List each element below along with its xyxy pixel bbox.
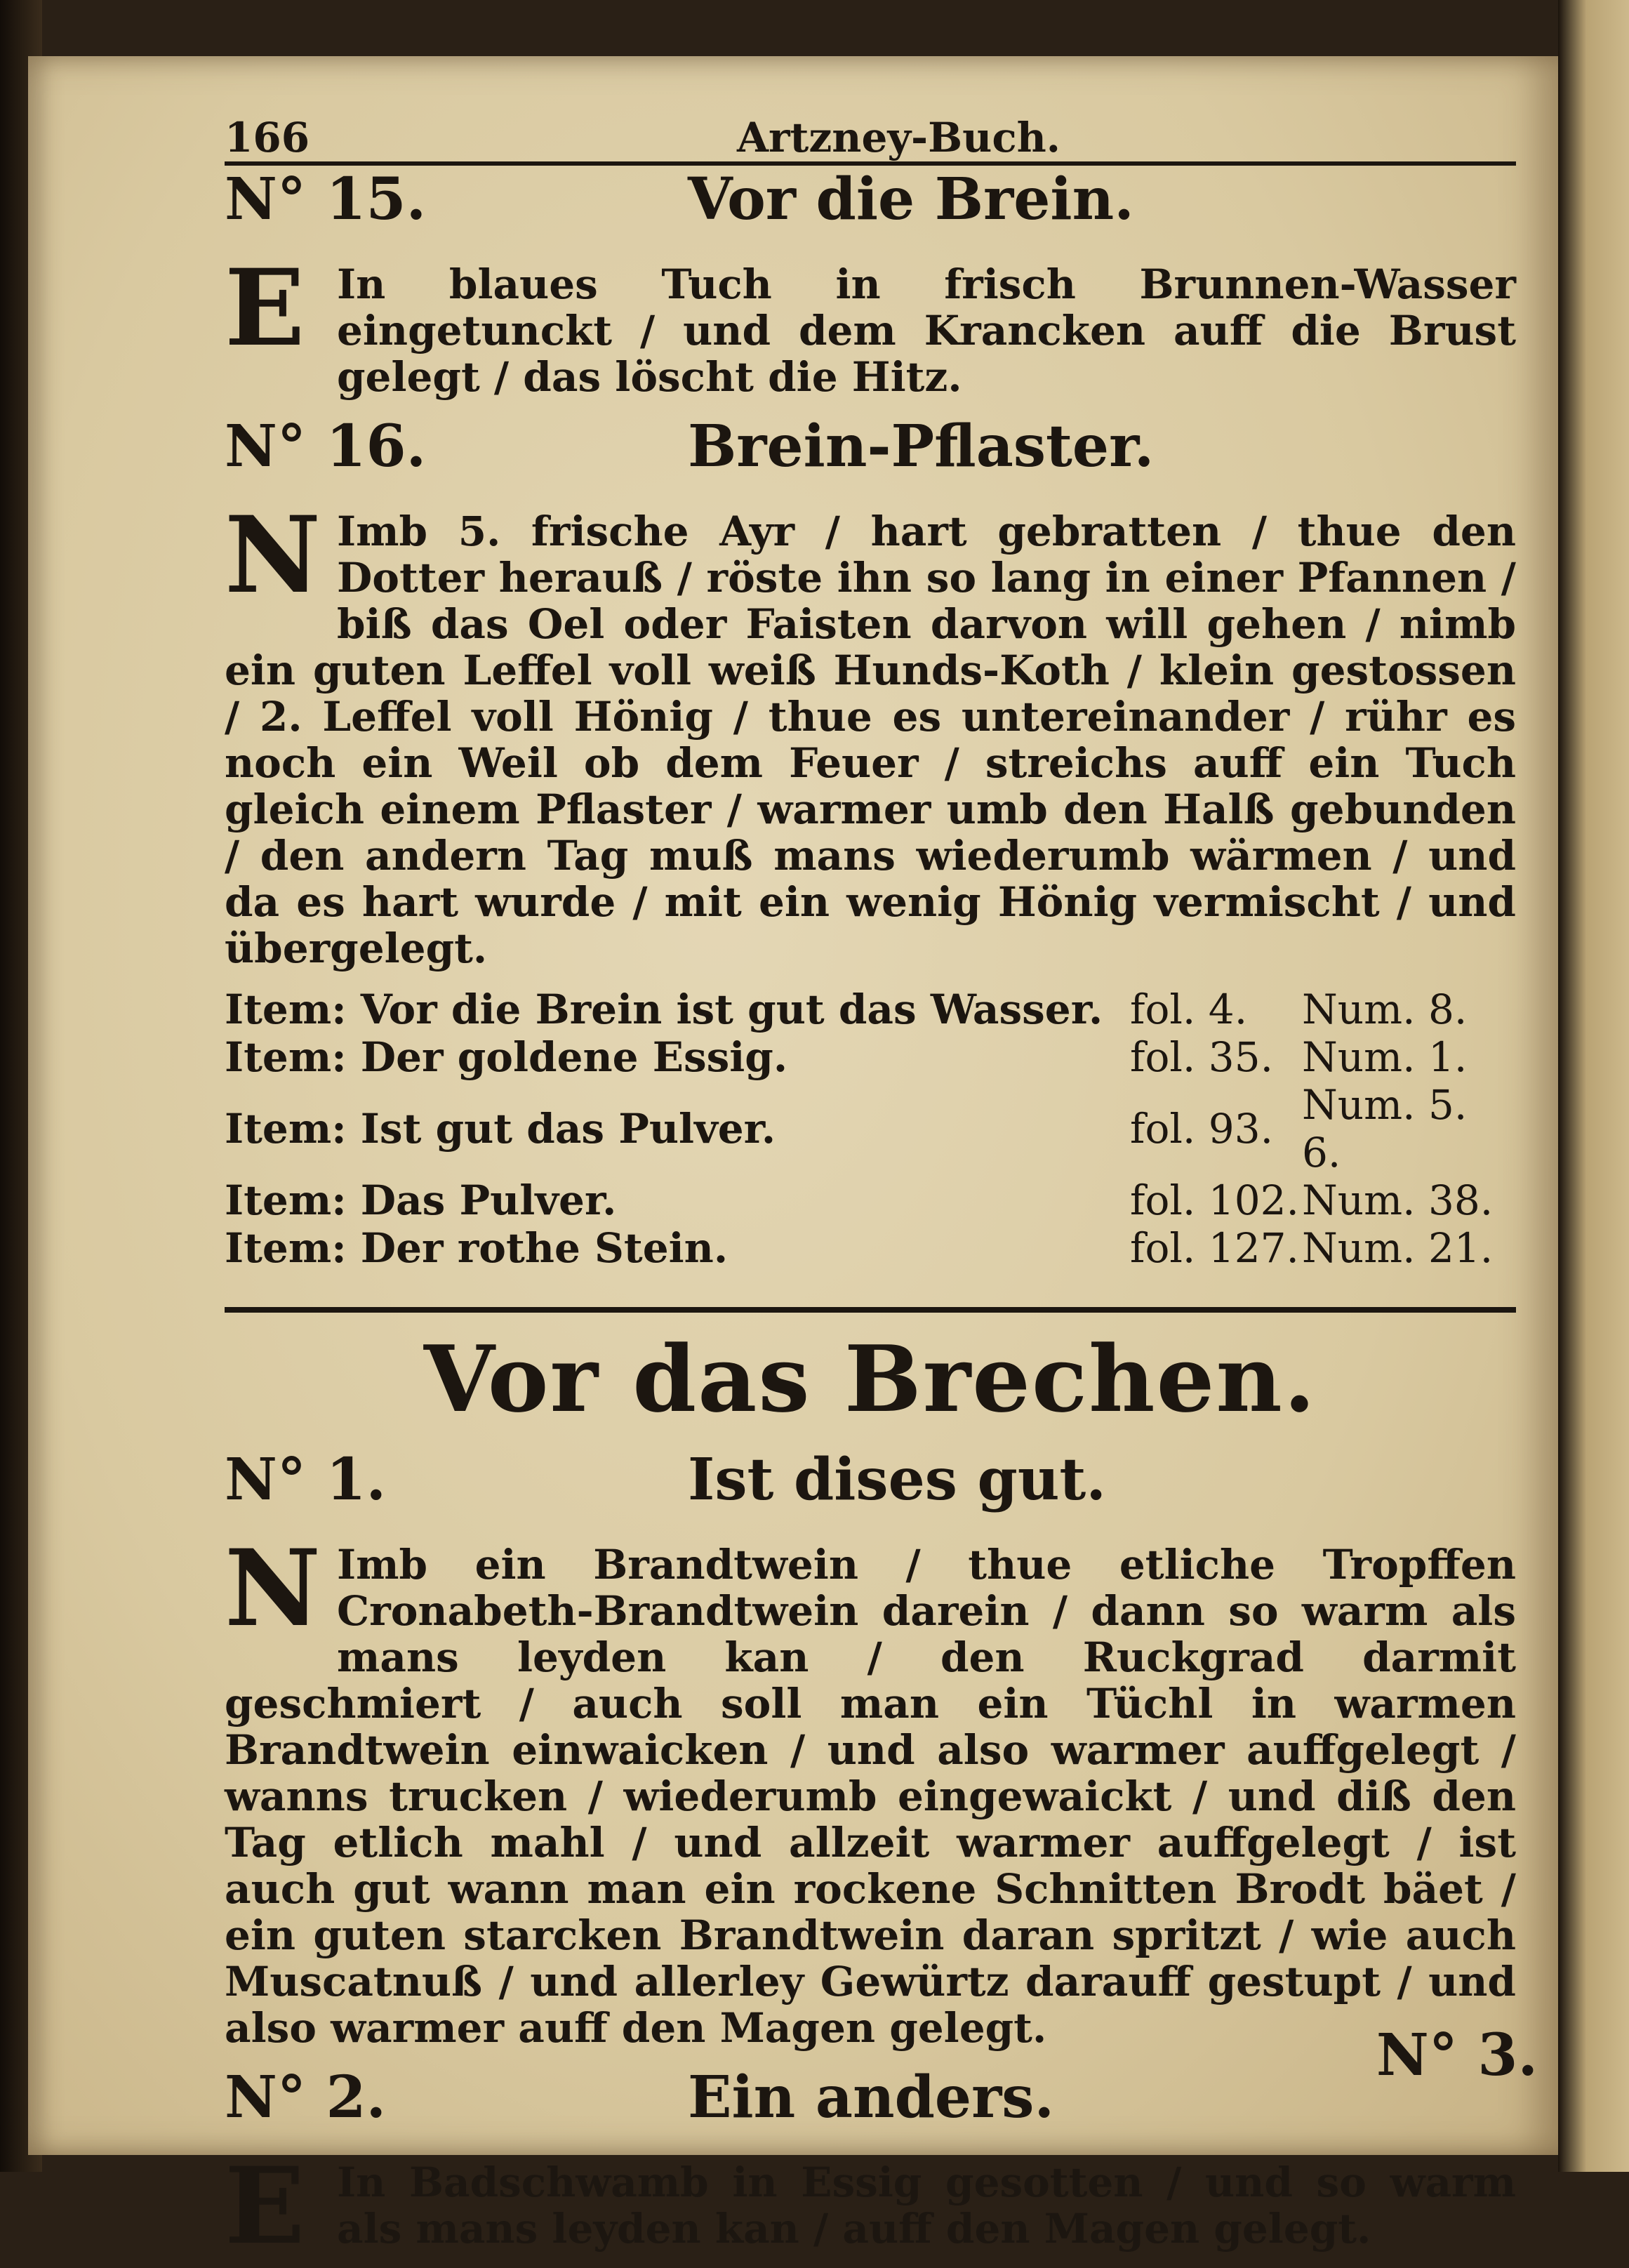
reference-number: Num. 38. bbox=[1302, 1176, 1494, 1224]
reference-number: Num. 1. bbox=[1302, 1033, 1468, 1081]
entry-title: Ein anders. bbox=[688, 2064, 1054, 2131]
reference-text: Item: Der rothe Stein. bbox=[225, 1224, 729, 1272]
drop-capital: N bbox=[225, 493, 321, 617]
reference-text: Item: Das Pulver. bbox=[225, 1176, 617, 1224]
entry-text bbox=[225, 2144, 1516, 2268]
reference-row bbox=[225, 1081, 1516, 1176]
drop-capital: E bbox=[225, 246, 305, 370]
drop-capital: N bbox=[225, 1527, 321, 1650]
running-head: Artzney-Buch. bbox=[737, 114, 1060, 161]
entry-heading bbox=[225, 2064, 1516, 2155]
drop-capital: E bbox=[225, 2144, 305, 2268]
entry-heading bbox=[225, 166, 1516, 257]
reference-table bbox=[225, 986, 1516, 1272]
entry-text bbox=[225, 246, 1516, 401]
section-title: Vor das Brechen. bbox=[423, 1325, 1317, 1433]
reference-folio: fol. 35. bbox=[1130, 1033, 1274, 1081]
entry-number: N° 1. bbox=[225, 1446, 387, 1513]
reference-folio: fol. 127. bbox=[1130, 1224, 1299, 1272]
reference-row bbox=[225, 986, 1516, 1033]
reference-row bbox=[225, 1224, 1516, 1272]
entry-body: In Badschwamb in Essig gesotten / und so warm als mans leyden kan / auff den Magen gelegt. bbox=[337, 2158, 1516, 2253]
facing-page-edge bbox=[1558, 0, 1629, 2172]
reference-text: Item: Vor die Brein ist gut das Wasser. bbox=[225, 986, 1103, 1033]
entry-body: Imb ein Brandtwein / thue etliche Tropffen Cronabeth-Brandtwein darein / dann so warm als mans leyden kan / den Ruckgrad darmit geschmiert / auch soll man ein Tüchl in warmen Brandtwein einwaicken / und also warmer auffgelegt / wanns trucken / wiederumb eingewaickt / und diß den Tag etlich mahl / und allzeit warmer auffgelegt / ist auch gut wann man ein rockene Schnitten Brodt bäet / ein guten starcken Brandtwein daran spritzt / wie auch Muscatnuß / und allerley Gewürtz darauff gestupt / und also warmer auff den Magen gelegt. bbox=[225, 1541, 1516, 2052]
entry-text bbox=[225, 493, 1516, 972]
reference-row bbox=[225, 1033, 1516, 1081]
entry-number: N° 16. bbox=[225, 413, 427, 480]
entry-title: Ist dises gut. bbox=[688, 1446, 1106, 1513]
entry-number: N° 15. bbox=[225, 166, 427, 233]
entry-body: In blaues Tuch in frisch Brunnen-Wasser eingetunckt / und dem Krancken auff die Brust gelegt / das löscht die Hitz. bbox=[337, 260, 1516, 401]
entry-body: Imb 5. frische Ayr / hart gebratten / thue den Dotter herauß / röste ihn so lang in einer Pfannen / biß das Oel oder Faisten darvon will gehen / nimb ein guten Leffel voll weiß Hunds-Koth / klein gestossen / 2. Leffel voll Hönig / thue es untereinander / rühr es noch ein Weil ob dem Feuer / streichs auff ein Tuch gleich einem Pflaster / warmer umb den Halß gebunden / den andern Tag muß mans wiederumb wärmen / und da es hart wurde / mit ein wenig Hönig vermischt / und übergelegt. bbox=[225, 508, 1516, 972]
page-content bbox=[225, 98, 1516, 2266]
reference-text: Item: Der goldene Essig. bbox=[225, 1033, 788, 1081]
section-divider bbox=[225, 1307, 1516, 1313]
page-number: 166 bbox=[225, 114, 310, 161]
entry-number: N° 2. bbox=[225, 2064, 387, 2131]
entry-text bbox=[225, 1527, 1516, 2052]
reference-row bbox=[225, 1176, 1516, 1224]
reference-folio: fol. 102. bbox=[1130, 1176, 1299, 1224]
reference-folio: fol. 93. bbox=[1130, 1105, 1274, 1153]
entry-heading bbox=[225, 1446, 1516, 1537]
entry-title: Brein-Pflaster. bbox=[688, 413, 1155, 480]
reference-number: Num. 8. bbox=[1302, 986, 1468, 1033]
catchword: N° 3. bbox=[1376, 2022, 1538, 2089]
reference-number: Num. 21. bbox=[1302, 1224, 1494, 1272]
reference-number: Num. 5. 6. bbox=[1302, 1081, 1468, 1176]
page-header bbox=[225, 98, 1516, 166]
entry-heading bbox=[225, 413, 1516, 504]
reference-folio: fol. 4. bbox=[1130, 986, 1248, 1033]
reference-text: Item: Ist gut das Pulver. bbox=[225, 1105, 776, 1153]
entry-title: Vor die Brein. bbox=[688, 166, 1134, 233]
